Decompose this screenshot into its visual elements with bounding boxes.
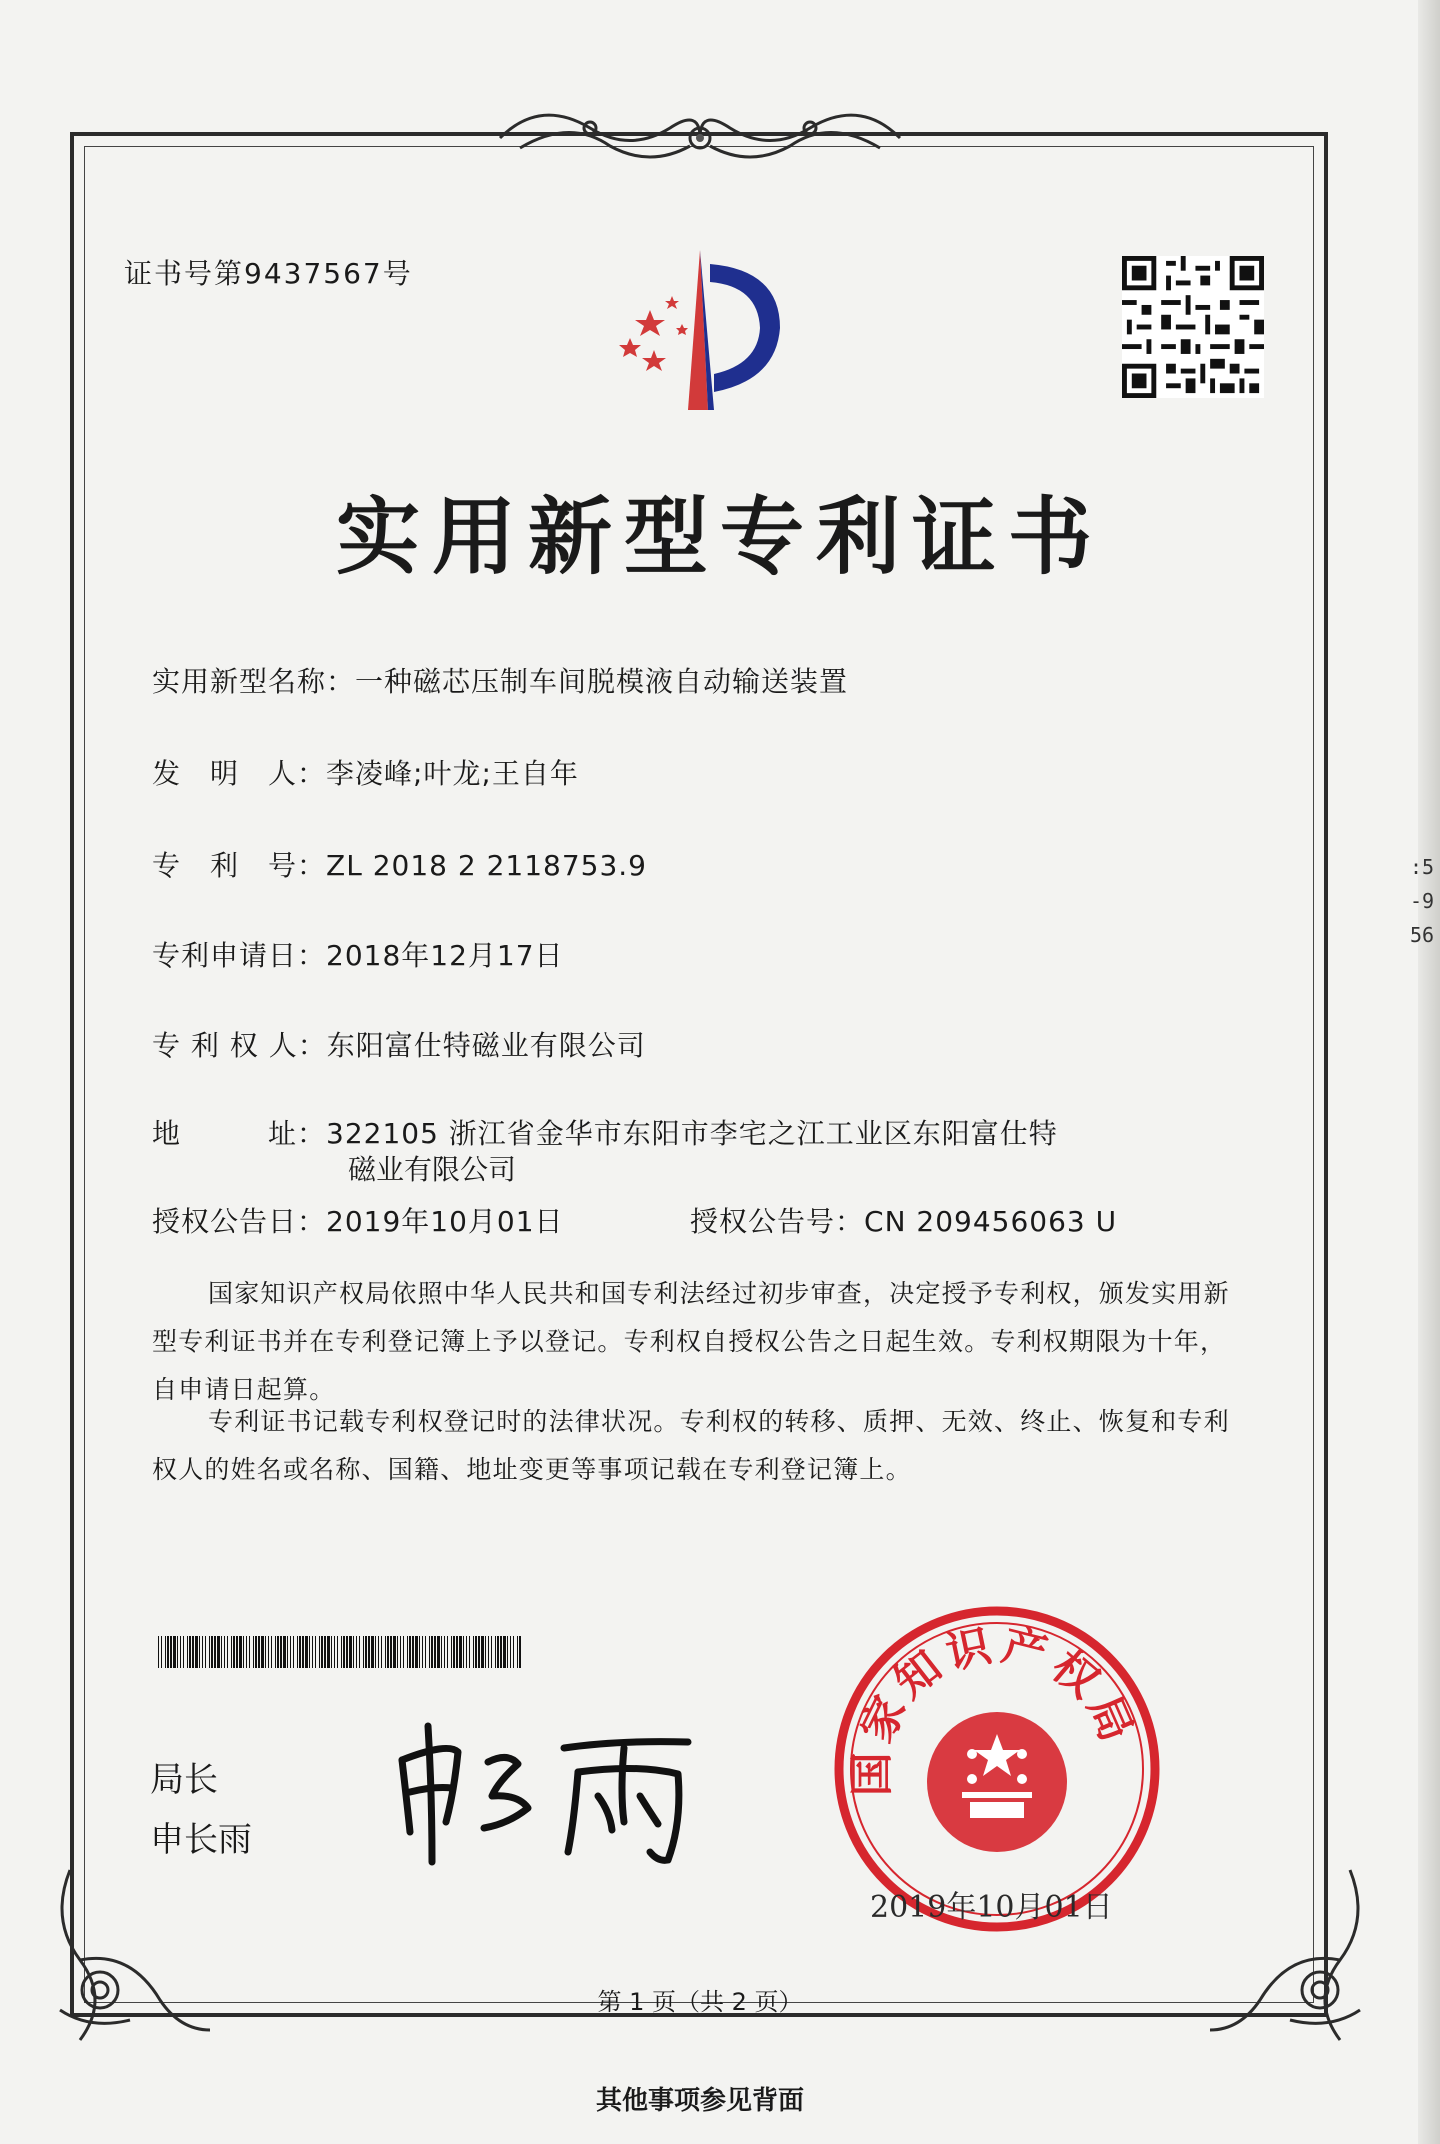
fragment-line: -9: [1410, 889, 1435, 913]
seal-text: 国家知识产权局: [846, 1619, 1145, 1797]
field-label: 实用新型名称：: [152, 665, 356, 698]
field-patentee: [152, 1024, 646, 1064]
field-value: 一种磁芯压制车间脱模液自动输送装置: [355, 665, 849, 698]
field-label: 授权公告号：: [690, 1205, 865, 1238]
legal-paragraph: 国家知识产权局依照中华人民共和国专利法经过初步审查，决定授予专利权，颁发实用新型专利证书并在专利登记簿上予以登记。专利权自授权公告之日起生效。专利权期限为十年，自申请日起算。: [152, 1279, 1230, 1404]
seal-date: 2019年10月01日: [870, 1890, 1113, 1925]
footer-note: 其他事项参见背面: [595, 2086, 804, 2116]
director-title: 局长: [150, 1760, 218, 1800]
field-address-line2: 磁业有限公司: [348, 1153, 517, 1186]
field-patent-number: [152, 844, 647, 884]
field-label: 授权公告日：: [152, 1205, 327, 1238]
handwritten-signature: [388, 1712, 708, 1872]
field-value: 2019年10月01日: [326, 1205, 564, 1238]
field-grant-number: [690, 1200, 1117, 1240]
field-value: CN 209456063 U: [864, 1205, 1118, 1238]
field-label: 地 址：: [152, 1117, 327, 1150]
field-grant-date: [152, 1200, 564, 1240]
legal-paragraph: 专利证书记载专利权登记时的法律状况。专利权的转移、质押、无效、终止、恢复和专利权人的姓名或名称、国籍、地址变更等事项记载在专利登记簿上。: [152, 1407, 1230, 1484]
fragment-line: 56: [1410, 923, 1435, 947]
bottom-left-ornament: [40, 1860, 220, 2060]
field-value: 东阳富仕特磁业有限公司: [326, 1029, 646, 1062]
field-label: 专 利 号：: [152, 849, 327, 882]
field-address: [152, 1112, 1058, 1152]
qr-code: [1122, 256, 1264, 398]
certificate-title: 实用新型专利证书: [335, 487, 1104, 586]
fragment-line: :5: [1410, 855, 1435, 879]
page-indicator: 第 1 页（共 2 页）: [597, 1988, 803, 2016]
director-name: 申长雨: [150, 1820, 252, 1860]
adjacent-page-edge: [1418, 0, 1440, 2144]
field-value: 李凌峰;叶龙;王自年: [326, 757, 579, 790]
bottom-right-ornament: [1200, 1860, 1380, 2060]
field-value: 2018年12月17日: [326, 939, 564, 972]
field-filing-date: [152, 934, 564, 974]
adjacent-page-fragment: [1410, 850, 1440, 952]
barcode: [158, 1636, 522, 1668]
cnipa-logo-icon: [580, 240, 820, 420]
field-value: ZL 2018 2 2118753.9: [326, 849, 647, 882]
field-label: 专利申请日：: [152, 939, 327, 972]
field-utility-model-name: [152, 660, 848, 700]
top-ornament: [480, 98, 920, 178]
field-value: 322105 浙江省金华市东阳市李宅之江工业区东阳富仕特: [326, 1117, 1058, 1150]
certificate-number: 证书号第9437567号: [124, 257, 413, 290]
field-inventor: [152, 752, 579, 792]
field-label: 发 明 人：: [152, 757, 327, 790]
field-label: 专 利 权 人：: [152, 1029, 327, 1062]
